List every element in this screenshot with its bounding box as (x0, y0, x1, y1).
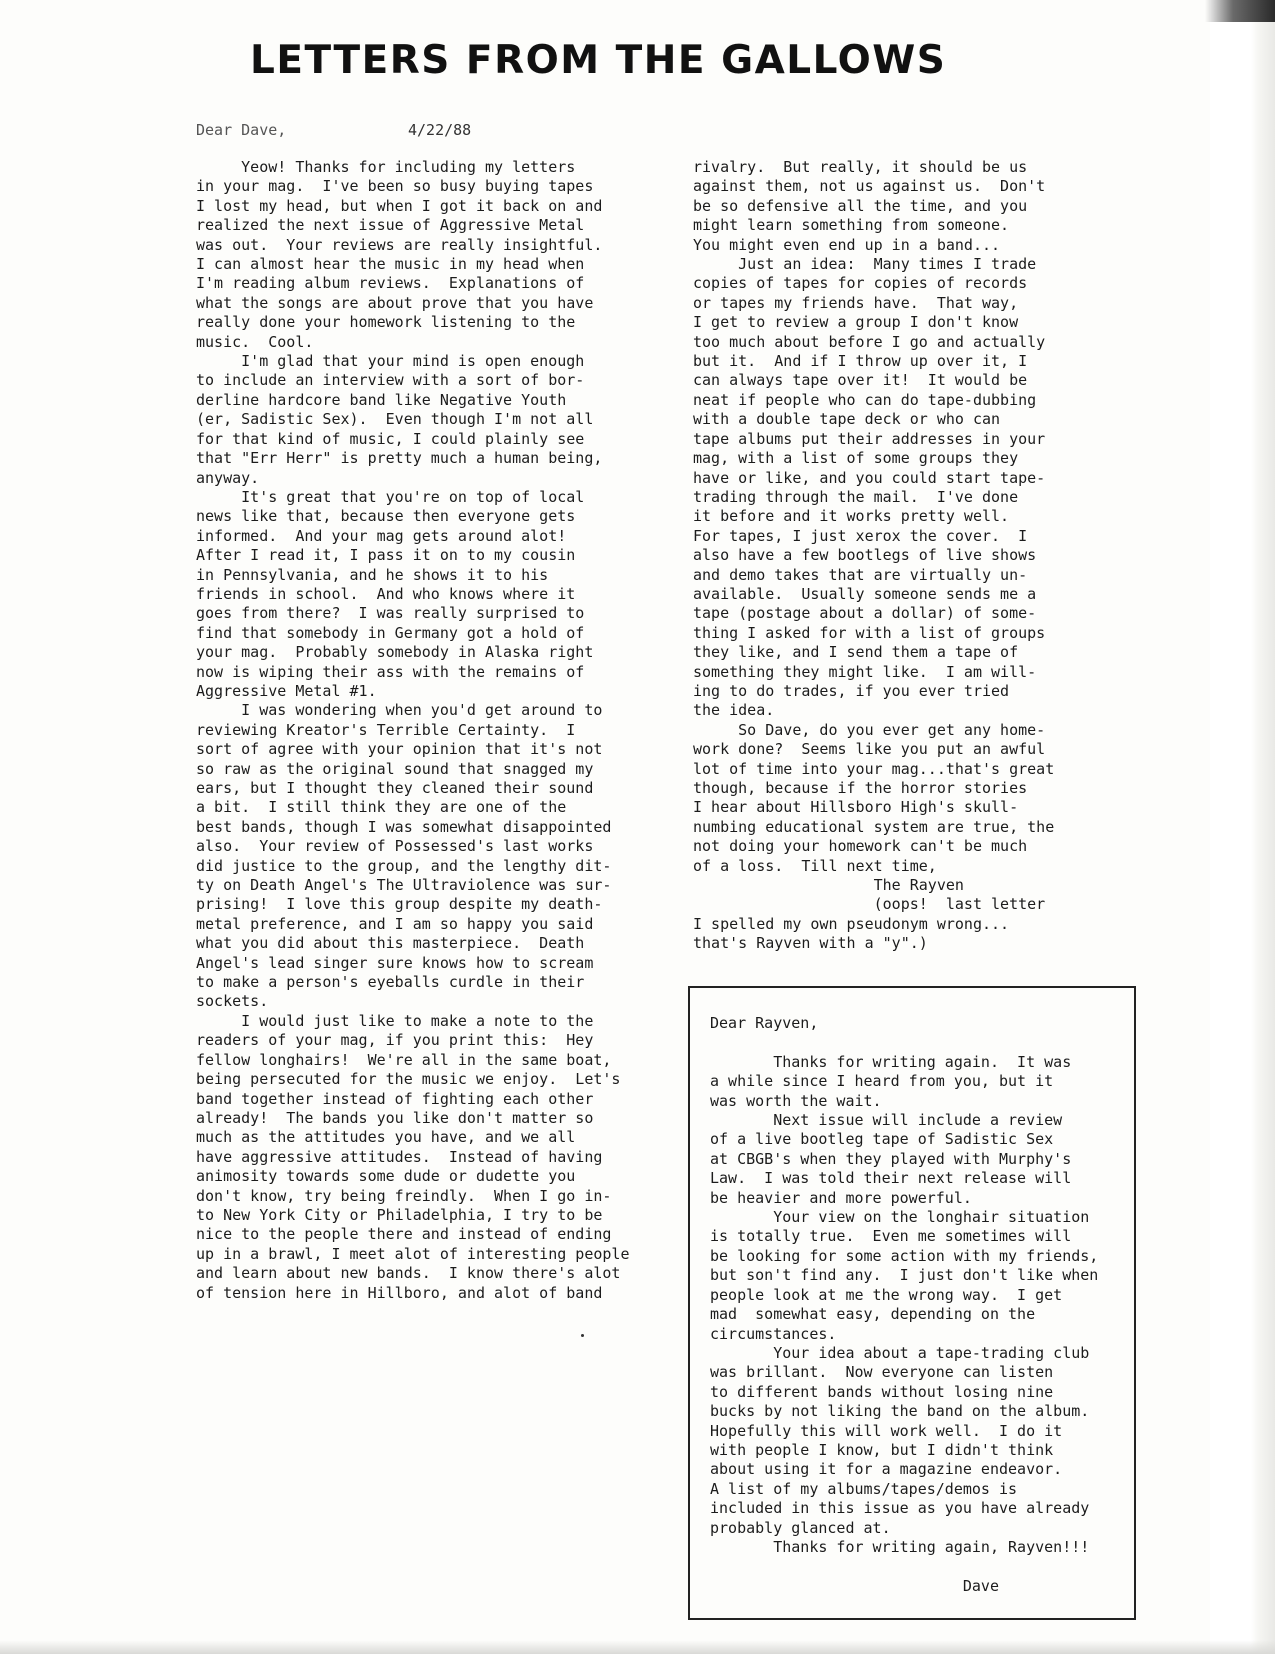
page-bottom-shadow (0, 1640, 1275, 1654)
page-edge-shadow (1251, 0, 1275, 1654)
letter-date: 4/22/88 (408, 121, 472, 139)
editor-reply-box (688, 986, 1136, 1620)
letter-salutation: Dear Dave, (196, 121, 287, 139)
letter-column-right: rivalry. But really, it should be us against them, not us against us. Don't be so defensive all the time, and you might learn something from someone. You might even end up in a band... Just an idea: Many times I trade copies of tapes for copies of records or tapes my friends have. That way, I get to review a group I don't know too much about before I go and actually but it. And if I throw up over it, I can always tape over it! It would be neat if people who can do tape-dubbing with a double tape deck or who can tape albums put their addresses in your mag, with a list of some groups they have or like, and you could start tape- trading through the mail. I've done it before and it works pretty well. For tapes, I just xerox the cover. I also have a few bootlegs of live shows and demo takes that are virtually un- available. Usually someone sends me a tape (postage about a dollar) of some- thing I asked for with a list of groups they like, and I send them a tape of something they might like. I am will- ing to do trades, if you ever tried the idea. So Dave, do you ever get any home- work done? Seems like you put an awful lot of time into your mag...that's great though, because if the horror stories I hear about Hillsboro High's skull- numbing educational system are true, the not doing your homework can't be much of a loss. Till next time, The Rayven (oops! last letter I spelled my own pseudonym wrong... that's Rayven with a "y".) (693, 158, 1055, 953)
ink-speck (581, 1334, 584, 1337)
editor-reply-text: Dear Rayven, Thanks for writing again. It was a while since I heard from you, but it was worth the wait. Next issue will include a review of a live bootleg tape of Sadistic Sex at CBGB's when they played with Murphy's Law. I was told their next release will be heavier and more powerful. Your view on the longhair situation is totally true. Even me sometimes will be looking for some action with my friends, but son't find any. I just don't like when people look at me the wrong way. I get mad somewhat easy, depending on the circumstances. Your idea about a tape-trading club was brillant. Now everyone can listen to different bands without losing nine bucks by not liking the band on the album. Hopefully this will work well. I do it with people I know, but I didn't think about using it for a magazine endeavor. A list of my albums/tapes/demos is included in this issue as you have already probably glanced at. Thanks for writing again, Rayven!!! Dave (710, 1014, 1099, 1595)
page-corner-shadow (1205, 0, 1275, 22)
page-headline: LETTERS FROM THE GALLOWS (250, 38, 947, 84)
letter-column-left: Yeow! Thanks for including my letters in your mag. I've been so busy buying tapes I lost my head, but when I got it back on and realized the next issue of Aggressive Metal was out. Your reviews are really insightful. I can almost hear the music in my head when I'm reading album reviews. Explanations of what the songs are about prove that you have really done your homework listening to the music. Cool. I'm glad that your mind is open enough to include an interview with a sort of bor- derline hardcore band like Negative Youth (er, Sadistic Sex). Even though I'm not all for that kind of music, I could plainly see that "Err Herr" is pretty much a human being, anyway. It's great that you're on top of local news like that, because then everyone gets informed. And your mag gets around alot! After I read it, I pass it on to my cousin in Pennsylvania, and he shows it to his friends in school. And who knows where it goes from there? I was really surprised to find that somebody in Germany got a hold of your mag. Probably somebody in Alaska right now is wiping their ass with the remains of Aggressive Metal #1. I was wondering when you'd get around to reviewing Kreator's Terrible Certainty. I sort of agree with your opinion that it's not so raw as the original sound that snagged my ears, but I thought they cleaned their sound a bit. I still think they are one of the best bands, though I was somewhat disappointed also. Your review of Possessed's last works did justice to the group, and the lengthy dit- ty on Death Angel's The Ultraviolence was sur- prising! I love this group despite my death- metal preference, and I am so happy you said what you did about this masterpiece. Death Angel's lead singer sure knows how to scream to make a person's eyeballs curdle in their sockets. I would just like to make a note to the readers of your mag, if you print this: Hey fellow longhairs! We're all in the same boat, being persecuted for the music we enjoy. Let's band together instead of fighting each other already! The bands you like don't matter so much as the attitudes you have, and we all have aggressive attitudes. Instead of having animosity towards some dude or dudette you don't know, try being freindly. When I go in- to New York City or Philadelphia, I try to be nice to the people there and instead of ending up in a brawl, I meet alot of interesting people and learn about new bands. I know there's alot of tension here in Hillboro, and alot of band (196, 158, 630, 1302)
